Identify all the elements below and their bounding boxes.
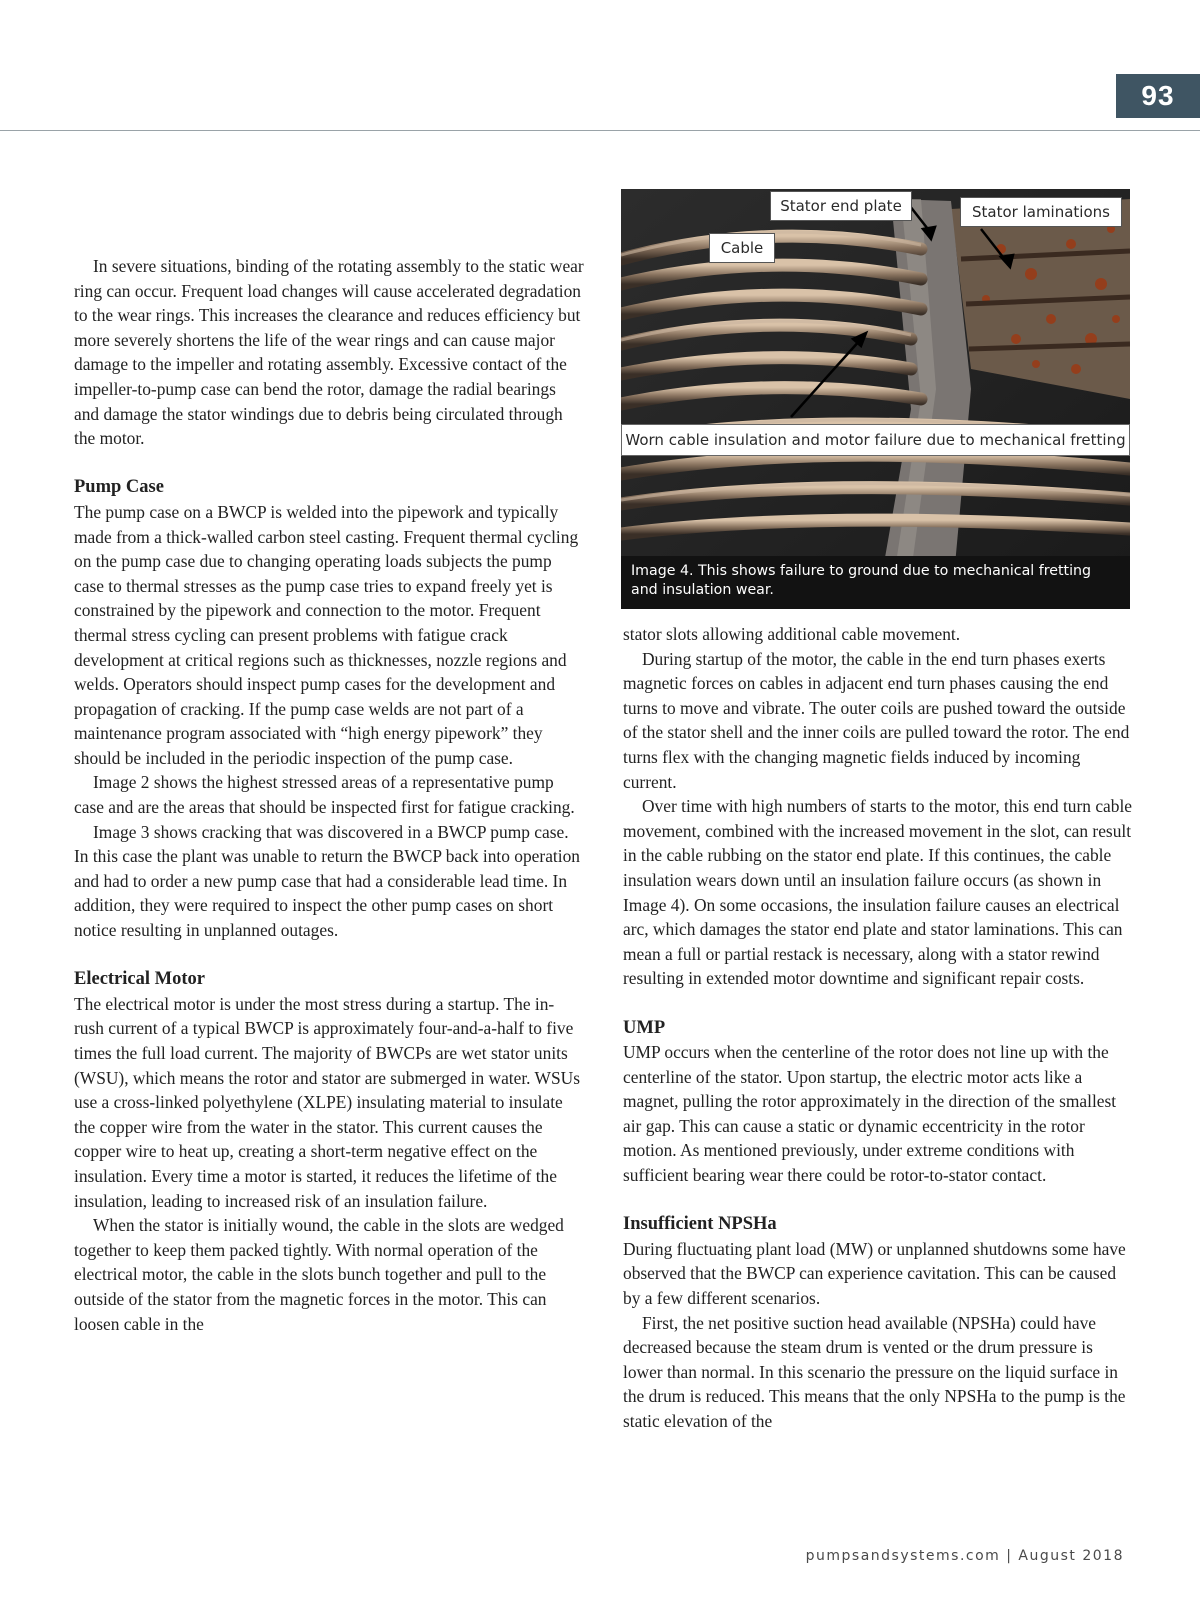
paragraph: UMP occurs when the centerline of the rotor does not line up with the centerline of the stator. Upon startup, the electric motor acts like a magnet, pulling the rotor approximately in the direction of the smallest air gap. This can cause a static or dynamic eccentricity in the rotor motion. As mentioned previously, under extreme conditions with sufficient bearing wear there could be rotor-to-stator contact.	[623, 1042, 1117, 1186]
right-column	[623, 622, 1133, 1434]
label-stator-end-plate: Stator end plate	[770, 191, 912, 221]
paragraph: During fluctuating plant load (MW) or unplanned shutdowns some have observed that the BWCP can experience cavitation. This can be caused by a few different scenarios.	[623, 1238, 1126, 1309]
stator-photo	[621, 189, 1130, 609]
paragraph: During startup of the motor, the cable in the end turn phases exerts magnetic forces on cables in adjacent end turn phases causing the end turns to move and vibrate. The outer coils are pushed toward the outside of the stator shell and the inner coils are pulled toward the rotor. The end turns flex with the changing magnetic fields induced by incoming current.	[623, 648, 1130, 792]
paragraph: Image 2 shows the highest stressed areas of a representative pump case and are the areas that should be inspected first for fatigue cracking.	[74, 772, 575, 818]
paragraph: The pump case on a BWCP is welded into the pipework and typically made from a thick-walled carbon steel casting. Frequent thermal cycling on the pump case due to changing operating loads subjects the pump case to thermal stresses as the pump case tries to expand freely yet is constrained by the pipework and connection to the motor. Frequent thermal stress cycling can present problems with fatigue crack development at critical regions such as thicknesses, nozzle regions and welds. Operators should inspect pump cases for the development and propagation of cracking. If the pump case welds are not part of a maintenance program associated with “high energy pipework” they should be included in the periodic inspection of the pump case.	[74, 501, 579, 768]
header-rule	[0, 130, 1200, 131]
label-stator-laminations: Stator laminations	[960, 197, 1122, 227]
label-cable: Cable	[709, 233, 775, 263]
paragraph: When the stator is initially wound, the cable in the slots are wedged together to keep them packed tightly. With normal operation of the electrical motor, the cable in the slots bunch together and pull to the outside of the stator from the magnetic forces in the motor. This can loosen cable in the	[74, 1215, 564, 1334]
page-number: 93	[1116, 74, 1200, 118]
footer-publication: pumpsandsystems.com | August 2018	[805, 1548, 1124, 1564]
section-heading-insufficient-npsha: Insufficient NPSHa	[623, 1214, 777, 1235]
section-heading-pump-case: Pump Case	[74, 477, 164, 498]
section-heading-ump: UMP	[623, 1017, 666, 1038]
paragraph: In severe situations, binding of the rotating assembly to the static wear ring can occur. Frequent load changes will cause accelerated degradation to the wear rings. This increases the clearance and reduces efficiency but more severely shortens the life of the wear rings and can cause major damage to the impeller and rotating assembly. Excessive contact of the impeller-to-pump case can bend the rotor, damage the radial bearings and damage the stator windings due to debris being circulated through the motor.	[74, 256, 584, 449]
label-worn-cable-insulation: Worn cable insulation and motor failure due to mechanical fretting	[621, 424, 1130, 456]
paragraph: stator slots allowing additional cable movement.	[623, 624, 961, 644]
figure-image-4	[621, 189, 1130, 609]
paragraph: First, the net positive suction head available (NPSHa) could have decreased because the steam drum is vented or the drum pressure is lower than normal. In this scenario the pressure on the liquid surface in the drum is reduced. This means that the only NPSHa to the pump is the static elevation of the	[623, 1312, 1126, 1431]
paragraph: Over time with high numbers of starts to the motor, this end turn cable movement, combined with the increased movement in the slot, can result in the cable rubbing on the stator end plate. If this continues, the cable insulation wears down until an insulation failure occurs (as shown in Image 4). On some occasions, the insulation failure causes an electrical arc, which damages the stator end plate and stator laminations. This can mean a full or partial restack is necessary, along with a stator rewind resulting in extended motor downtime and significant repair costs.	[623, 796, 1133, 989]
stator-laminations	[951, 199, 1130, 399]
paragraph: The electrical motor is under the most stress during a startup. The in-rush current of a typical BWCP is approximately four-and-a-half to five times the full load current. The majority of BWCPs are wet stator units (WSU), which means the rotor and stator are submerged in water. WSUs use a cross-linked polyethylene (XLPE) insulating material to insulate the copper wire from the water in the stator. This current causes the copper wire to heat up, creating a short-term negative effect on the insulation. Every time a motor is started, it reduces the lifetime of the insulation, leading to increased risk of an insulation failure.	[74, 993, 580, 1211]
section-heading-electrical-motor: Electrical Motor	[74, 969, 205, 990]
left-column	[74, 254, 584, 1336]
paragraph: Image 3 shows cracking that was discovered in a BWCP pump case. In this case the plant was unable to return the BWCP back into operation and had to order a new pump case that had a considerable lead time. In addition, they were required to inspect the other pump cases on short notice resulting in unplanned outages.	[74, 821, 580, 941]
figure-caption: Image 4. This shows failure to ground due to mechanical fretting and insulation wear.	[621, 556, 1130, 609]
